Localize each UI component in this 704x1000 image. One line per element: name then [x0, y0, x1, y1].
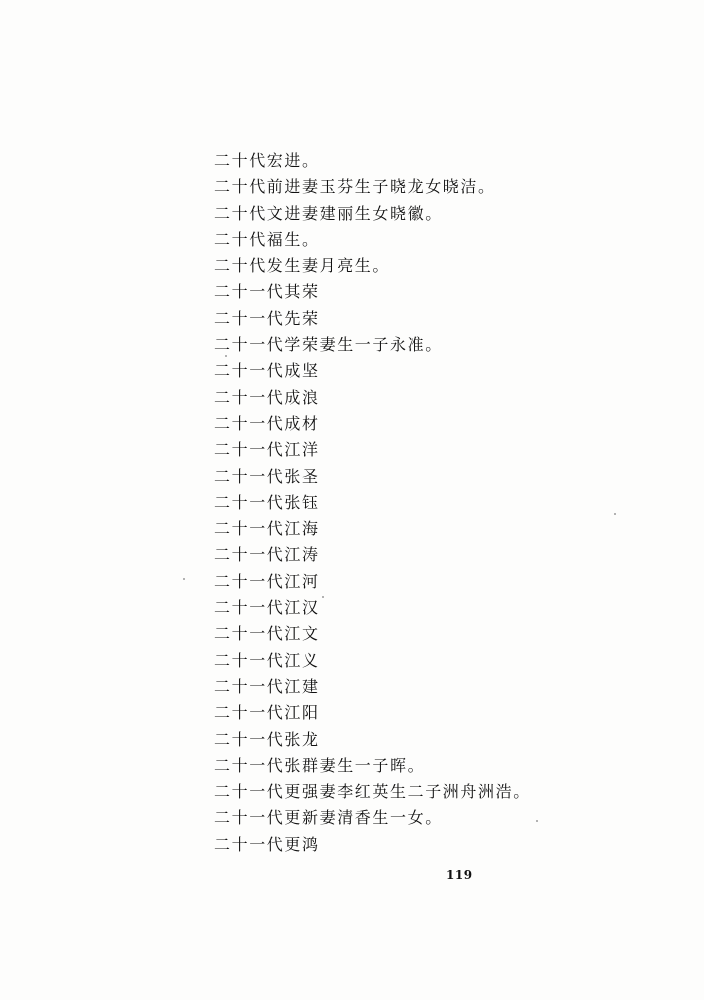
genealogy-entry: 二十一代江河 — [214, 571, 320, 591]
genealogy-entry-list — [214, 148, 531, 858]
genealogy-entry: 二十代宏进。 — [214, 151, 320, 170]
genealogy-entry: 二十代前进妻玉芬生子晓龙女晓洁。 — [214, 177, 496, 197]
genealogy-entry: 二十一代江汉 — [214, 598, 320, 618]
genealogy-entry: 二十一代张钰 — [214, 492, 320, 512]
page-number: 119 — [446, 868, 473, 882]
genealogy-entry: 二十一代其荣 — [214, 282, 320, 302]
genealogy-entry: 二十一代先荣 — [214, 308, 320, 328]
genealogy-entry: 二十代福生。 — [214, 229, 320, 249]
genealogy-entry: 二十代文进妻建丽生女晓徽。 — [214, 203, 443, 223]
genealogy-entry: 二十一代江建 — [214, 676, 320, 696]
genealogy-entry: 二十一代张圣 — [214, 466, 320, 486]
genealogy-entry: 二十一代更鸿 — [214, 834, 320, 854]
genealogy-entry: 二十一代成材 — [214, 413, 320, 433]
genealogy-entry: 二十一代成坚 — [214, 361, 320, 381]
genealogy-entry: 二十一代江义 — [214, 650, 320, 670]
scan-speck — [225, 355, 227, 357]
scan-speck — [536, 820, 538, 822]
genealogy-entry: 二十一代成浪 — [214, 387, 320, 407]
genealogy-entry: 二十一代更强妻李红英生二子洲舟洲浩。 — [214, 782, 531, 802]
genealogy-entry: 二十一代张龙 — [214, 729, 320, 749]
genealogy-entry: 二十代发生妻月亮生。 — [214, 256, 391, 276]
scan-speck — [183, 578, 185, 580]
genealogy-entry: 二十一代江阳 — [214, 703, 320, 723]
genealogy-entry: 二十一代张群妻生一子晖。 — [214, 755, 426, 775]
genealogy-entry: 二十一代学荣妻生一子永准。 — [214, 335, 443, 355]
scan-speck — [322, 596, 324, 598]
genealogy-entry: 二十一代江海 — [214, 519, 320, 539]
genealogy-entry: 二十一代江涛 — [214, 545, 320, 565]
genealogy-entry: 二十一代更新妻清香生一女。 — [214, 808, 443, 828]
scan-speck — [614, 513, 616, 515]
genealogy-entry: 二十一代江洋 — [214, 440, 320, 460]
genealogy-entry: 二十一代江文 — [214, 624, 320, 644]
